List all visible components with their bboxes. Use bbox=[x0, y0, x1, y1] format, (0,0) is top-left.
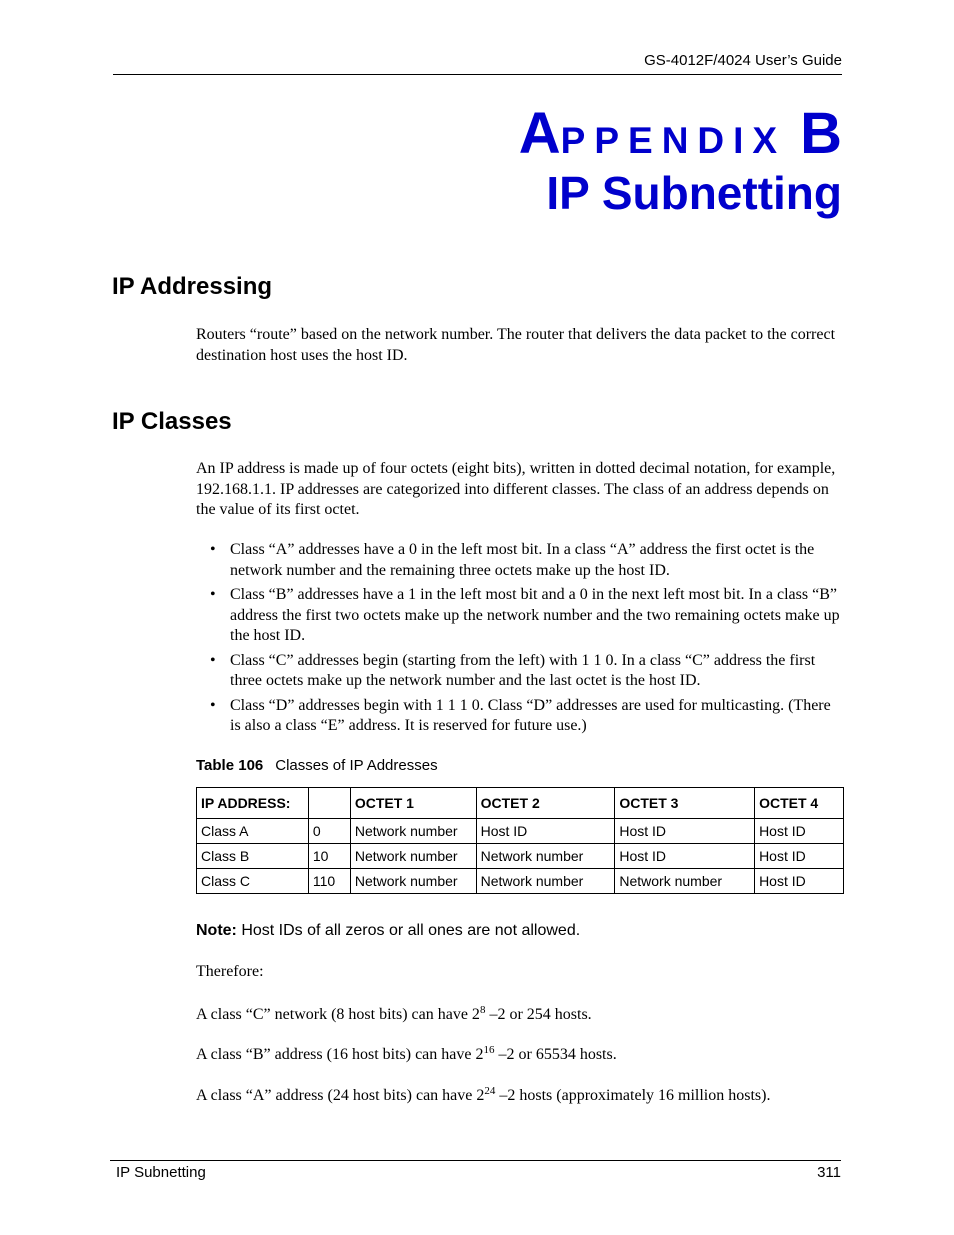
table-cell: Host ID bbox=[615, 844, 755, 869]
table-cell: Network number bbox=[476, 869, 615, 894]
appendix-label bbox=[519, 100, 842, 167]
table-cell: Host ID bbox=[615, 819, 755, 844]
formula-exponent: 8 bbox=[479, 1004, 486, 1016]
table-cell: 0 bbox=[308, 819, 350, 844]
list-item bbox=[196, 585, 842, 647]
table-cell: Host ID bbox=[755, 819, 844, 844]
table-cell: Network number bbox=[350, 844, 476, 869]
formula-exponent: 16 bbox=[483, 1044, 495, 1056]
table-cell: Network number bbox=[350, 819, 476, 844]
bullet-text: Class “A” addresses have a 0 in the left most bit. In a class “A” address the first octet is the network number and the remaining three octets make up the host ID. bbox=[230, 541, 815, 579]
paragraph-ip-classes: An IP address is made up of four octets (eight bits), written in dotted decimal notation, for example, 192.168.1.1. IP addresses are categorized into different classes. The class of an address depends on the value of its first octet. bbox=[196, 460, 836, 518]
appendix-a-cap: A bbox=[518, 101, 561, 166]
table-header-cell: OCTET 4 bbox=[755, 788, 844, 819]
heading-ip-addressing: IP Addressing bbox=[112, 273, 273, 300]
table-header-row bbox=[197, 788, 844, 819]
table-caption-text: Classes of IP Addresses bbox=[275, 757, 438, 774]
table-cell: Network number bbox=[350, 869, 476, 894]
note-text: Host IDs of all zeros or all ones are not allowed. bbox=[236, 922, 581, 939]
therefore-text: Therefore: bbox=[196, 963, 264, 980]
list-item bbox=[196, 651, 842, 692]
bullet-marker: • bbox=[210, 541, 216, 558]
bullet-marker: • bbox=[210, 651, 216, 669]
page-number: 311 bbox=[817, 1164, 841, 1181]
bullet-text: Class “D” addresses begin with 1 1 1 0. Class “D” addresses are used for multicasting. (There is also a class “E” address. It is reserved for future use.) bbox=[230, 696, 831, 734]
page-footer bbox=[110, 1160, 841, 1185]
formula-text: A class “A” address (24 host bits) can have 2 bbox=[196, 1087, 485, 1104]
list-item bbox=[196, 696, 842, 737]
guide-title: GS-4012F/4024 User’s Guide bbox=[644, 52, 842, 69]
table-header-cell: OCTET 1 bbox=[350, 788, 476, 819]
bullet-marker: • bbox=[210, 696, 216, 714]
list-item bbox=[196, 540, 842, 581]
formula-exponent: 24 bbox=[484, 1085, 496, 1097]
table-cell: Class C bbox=[197, 869, 309, 894]
formula-text: A class “B” address (16 host bits) can have 2 bbox=[196, 1046, 484, 1063]
table-row bbox=[197, 869, 844, 894]
formula-text: –2 hosts (approximately 16 million hosts). bbox=[495, 1087, 771, 1104]
table-caption bbox=[196, 757, 438, 774]
table-cell: Network number bbox=[615, 869, 755, 894]
appendix-a-rest: PPENDIX bbox=[560, 120, 787, 161]
table-cell: Class B bbox=[197, 844, 309, 869]
table-cell: Host ID bbox=[755, 844, 844, 869]
appendix-b-cap: B bbox=[800, 101, 842, 166]
table-cell: Host ID bbox=[755, 869, 844, 894]
table-cell: Network number bbox=[476, 844, 615, 869]
table-cell: 110 bbox=[308, 869, 350, 894]
formula-class-a bbox=[196, 1085, 770, 1105]
paragraph-ip-addressing: Routers “route” based on the network number. The router that delivers the data packet to the correct destination host uses the host ID. bbox=[196, 326, 836, 364]
formula-class-b bbox=[196, 1044, 617, 1064]
note-label: Note: bbox=[196, 922, 237, 939]
formula-class-c bbox=[196, 1004, 592, 1024]
bullet-marker: • bbox=[210, 586, 216, 603]
note bbox=[196, 922, 580, 940]
page-header bbox=[113, 50, 842, 75]
table-cell: 10 bbox=[308, 844, 350, 869]
formula-text: –2 or 65534 hosts. bbox=[494, 1046, 617, 1063]
table-header-cell: OCTET 3 bbox=[615, 788, 755, 819]
footer-section-name: IP Subnetting bbox=[116, 1164, 206, 1181]
ip-classes-table bbox=[196, 787, 844, 894]
table-cell: Host ID bbox=[476, 819, 615, 844]
table-header-cell: IP ADDRESS: bbox=[197, 788, 309, 819]
table-header-cell: OCTET 2 bbox=[476, 788, 615, 819]
formula-text: A class “C” network (8 host bits) can have 2 bbox=[196, 1006, 480, 1023]
heading-ip-classes: IP Classes bbox=[112, 408, 232, 435]
bullet-text: Class “C” addresses begin (starting from the left) with 1 1 0. In a class “C” address the first three octets make up the network number and the last octet is the host ID. bbox=[230, 651, 816, 689]
table-row bbox=[197, 819, 844, 844]
class-bullet-list bbox=[196, 540, 842, 741]
formula-text: –2 or 254 hosts. bbox=[485, 1006, 592, 1023]
table-row bbox=[197, 844, 844, 869]
chapter-title: IP Subnetting bbox=[546, 167, 842, 219]
table-cell: Class A bbox=[197, 819, 309, 844]
table-header-cell bbox=[308, 788, 350, 819]
bullet-text: Class “B” addresses have a 1 in the left most bit and a 0 in the next left most bit. In a class “B” address the first two octets make up the network number and the two remaining octets make up the host ID. bbox=[230, 586, 840, 644]
table-caption-number: Table 106 bbox=[196, 757, 264, 774]
